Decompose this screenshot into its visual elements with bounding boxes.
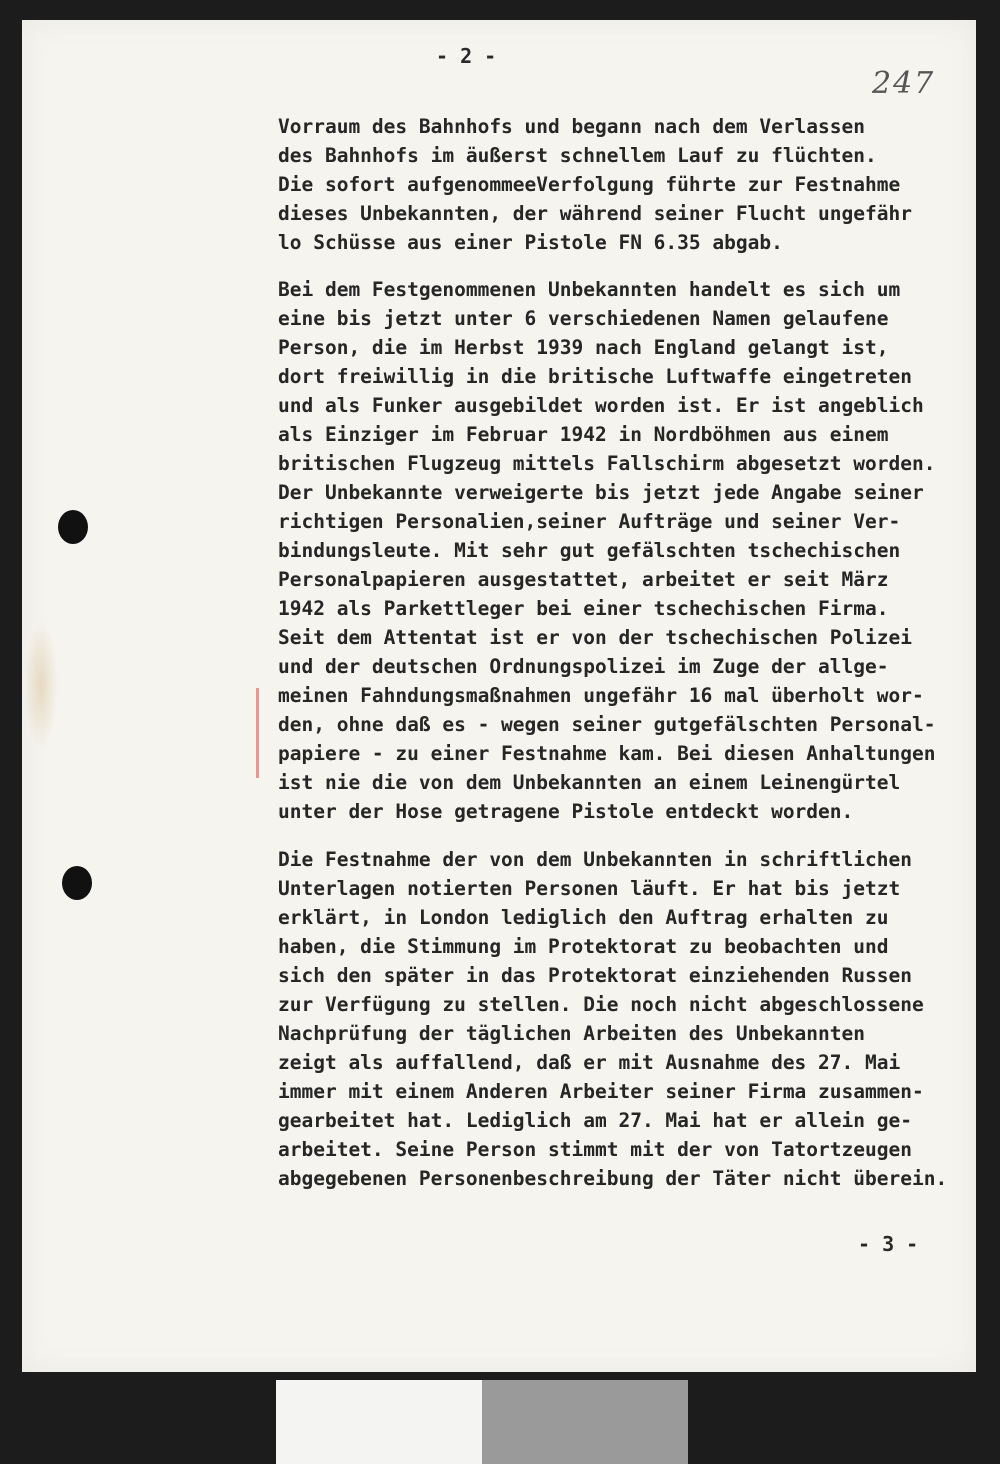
text-line: Der Unbekannte verweigerte bis jetzt jede Angabe seiner (278, 481, 924, 504)
text-line: des Bahnhofs im äußerst schnellem Lauf zu flüchten. (278, 144, 877, 167)
text-line: unter der Hose getragene Pistole entdeckt worden. (278, 800, 854, 823)
text-line: papiere - zu einer Festnahme kam. Bei diesen Anhaltungen (278, 742, 936, 765)
next-page-indicator: - 3 - (858, 1232, 919, 1256)
text-line: zur Verfügung zu stellen. Die noch nicht abgeschlossene (278, 993, 924, 1016)
text-line: und der deutschen Ordnungspolizei im Zuge der allge- (278, 655, 889, 678)
paper-stain (24, 620, 58, 750)
text-line: richtigen Personalien,seiner Aufträge und seiner Ver- (278, 510, 901, 533)
text-line: lo Schüsse aus einer Pistole FN 6.35 abgab. (278, 231, 783, 254)
text-line: britischen Flugzeug mittels Fallschirm abgesetzt worden. (278, 452, 936, 475)
scan-calibration-white (276, 1380, 482, 1464)
text-line: bindungsleute. Mit sehr gut gefälschten tschechischen (278, 539, 901, 562)
text-line: haben, die Stimmung im Protektorat zu beobachten und (278, 935, 889, 958)
scan-calibration-gray (482, 1380, 688, 1464)
text-line: Die Festnahme der von dem Unbekannten in schriftlichen (278, 848, 912, 871)
text-line: ist nie die von dem Unbekannten an einem Leinengürtel (278, 771, 901, 794)
text-line: Personalpapieren ausgestattet, arbeitet er seit März (278, 568, 889, 591)
text-line: arbeitet. Seine Person stimmt mit der von Tatortzeugen (278, 1138, 912, 1161)
text-line: eine bis jetzt unter 6 verschiedenen Namen gelaufene (278, 307, 889, 330)
text-line: Seit dem Attentat ist er von der tschechischen Polizei (278, 626, 912, 649)
text-line: Nachprüfung der täglichen Arbeiten des Unbekannten (278, 1022, 865, 1045)
folio-number: 247 (872, 66, 936, 101)
text-line: gearbeitet hat. Lediglich am 27. Mai hat er allein ge- (278, 1109, 912, 1132)
text-line: den, ohne daß es - wegen seiner gutgefälschten Personal- (278, 713, 936, 736)
text-line: immer mit einem Anderen Arbeiter seiner Firma zusammen- (278, 1080, 924, 1103)
text-line: meinen Fahndungsmaßnahmen ungefähr 16 mal überholt wor- (278, 684, 924, 707)
paragraph-3 (278, 845, 947, 1193)
text-line: 1942 als Parkettleger bei einer tschechischen Firma. (278, 597, 889, 620)
text-line: Person, die im Herbst 1939 nach England gelangt ist, (278, 336, 889, 359)
text-line: Bei dem Festgenommenen Unbekannten handelt es sich um (278, 278, 901, 301)
text-line: und als Funker ausgebildet worden ist. Er ist angeblich (278, 394, 924, 417)
text-line: Vorraum des Bahnhofs und begann nach dem Verlassen (278, 115, 865, 138)
text-line: Die sofort aufgenommeeVerfolgung führte zur Festnahme (278, 173, 901, 196)
text-line: dort freiwillig in die britische Luftwaffe eingetreten (278, 365, 912, 388)
text-line: zeigt als auffallend, daß er mit Ausnahme des 27. Mai (278, 1051, 901, 1074)
text-line: dieses Unbekannten, der während seiner Flucht ungefähr (278, 202, 912, 225)
text-line: erklärt, in London lediglich den Auftrag erhalten zu (278, 906, 889, 929)
text-line: abgegebenen Personenbeschreibung der Täter nicht überein. (278, 1167, 948, 1190)
page-number: - 2 - (436, 44, 497, 68)
paragraph-2 (278, 275, 935, 826)
margin-mark (256, 688, 259, 778)
punch-hole (62, 866, 92, 900)
text-line: als Einziger im Februar 1942 in Nordböhmen aus einem (278, 423, 889, 446)
paragraph-1 (278, 112, 912, 257)
text-line: sich den später in das Protektorat einziehenden Russen (278, 964, 912, 987)
text-line: Unterlagen notierten Personen läuft. Er hat bis jetzt (278, 877, 901, 900)
punch-hole (58, 510, 88, 544)
